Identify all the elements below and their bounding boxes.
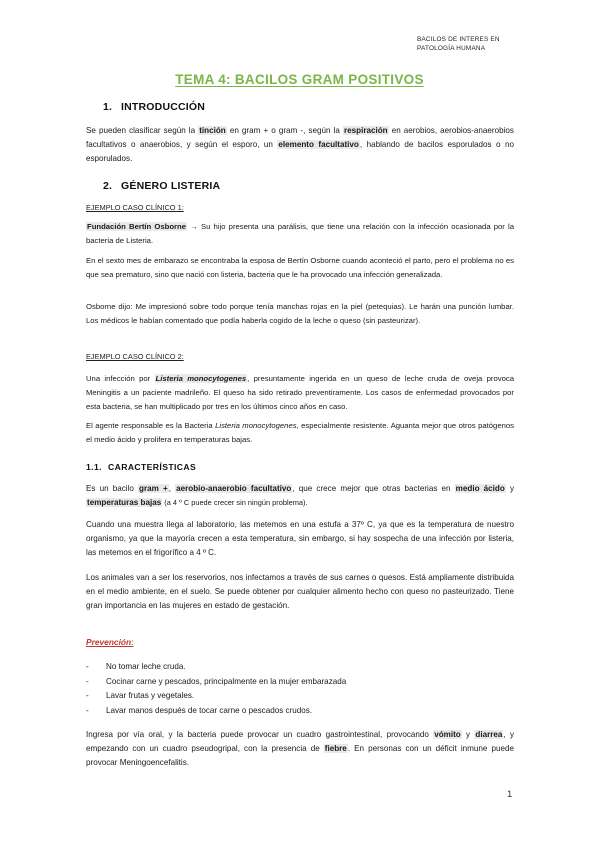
running-header: BACILOS DE INTERES EN PATOLOGÍA HUMANA (417, 36, 500, 52)
case-1-paragraph-1 (86, 220, 514, 248)
intro-paragraph (86, 124, 514, 165)
highlighted-term: elemento facultativo (278, 139, 359, 149)
text-run: , especialmente resistente. Aguanta mejor que otros patógenos el medio ácido y prolifera en temperaturas bajas. (86, 421, 514, 444)
heading-text: Prevención (86, 637, 132, 647)
text-run: y (461, 730, 475, 739)
list-item-text: Lavar manos después de tocar carne o pescados crudos. (106, 705, 313, 715)
list-item (86, 704, 346, 719)
highlighted-term: vómito (434, 730, 461, 739)
section-heading-introduccion (103, 101, 205, 113)
list-item-text: No tomar leche cruda. (106, 662, 186, 671)
section-title: INTRODUCCIÓN (121, 101, 206, 113)
section-title: CARACTERÍSTICAS (108, 462, 197, 472)
text-run: Una infección por (86, 374, 155, 383)
case-1-label: EJEMPLO CASO CLÍNICO 1: (86, 203, 184, 212)
text-run: → Su hijo presenta una parálisis, que tiene una relación con la infección ocasionada por la bacteria de Listeria. (86, 222, 514, 245)
list-item (86, 689, 346, 704)
text-run: y (505, 484, 514, 493)
text-run: en aerobios, aerobios-anaerobios facultativos o anaerobios, y según el esporo, un (86, 126, 514, 149)
section-number: 2. (103, 180, 113, 192)
section-number: 1. (103, 101, 113, 113)
case-2-paragraph-2 (86, 419, 514, 447)
highlighted-term: temperaturas bajas (87, 497, 162, 507)
text-run: , y empezando con un cuadro pseudogripal, con la presencia de (86, 730, 515, 753)
page-number: 1 (507, 789, 513, 800)
bullet-dash: - (86, 676, 89, 686)
section-heading-genero-listeria (103, 180, 220, 192)
highlighted-term: diarrea (475, 730, 503, 739)
highlighted-term: aerobio-anaerobio facultativo (176, 484, 292, 493)
caracteristicas-paragraph-2: Cuando una muestra llega al laboratorio, las metemos en una estufa a 37º C, ya que es la temperatura de nuestro organismo, ya que la mayoría crecen a esta temperatura, sin embargo, si hay sospecha de una infección por listeria, las metemos en el frigorífico a 4 º C. (86, 520, 514, 557)
caracteristicas-paragraph-1 (86, 482, 514, 510)
prevencion-list (86, 660, 346, 718)
text-run: (a 4 º C puede crecer sin ningún problema). (162, 497, 308, 507)
highlighted-term: Fundación Bertín Osborne (87, 222, 186, 231)
text-run: , que crece mejor que otras bacterias en (292, 484, 455, 493)
highlighted-term: Listeria monocytogenes (155, 374, 247, 383)
case-2-paragraph-1 (86, 372, 514, 413)
text-run: Es un bacilo (86, 484, 139, 493)
text-run: en gram + o gram -, según la (226, 126, 343, 135)
text-run: Ingresa por vía oral, y la bacteria puede provocar un cuadro gastrointestinal, provocando (86, 730, 434, 739)
final-paragraph (86, 728, 514, 769)
list-item (86, 660, 346, 675)
bullet-dash: - (86, 691, 89, 701)
text-run: . En personas con un déficit inmune puede provocar Meningoencefalitis. (86, 743, 514, 767)
section-title: GÉNERO LISTERIA (121, 180, 221, 192)
case-1-paragraph-3: Osborne dijo: Me impresionó sobre todo porque tenía manchas rojas en la piel (petequias). Le harán una punción lumbar. Los médicos le habían comentado que podía haberla cogido de la leche o queso (sin pasteurizar). (86, 302, 514, 325)
subsection-heading-caracteristicas (86, 462, 196, 472)
prevencion-heading (86, 637, 133, 647)
highlighted-term: respiración (343, 126, 388, 135)
highlighted-term: gram + (139, 484, 168, 493)
highlighted-term: medio ácido (455, 484, 505, 493)
bullet-dash: - (86, 705, 89, 715)
text-run: , (168, 484, 176, 493)
highlighted-term: fiebre (324, 743, 347, 753)
highlighted-term: tinción (199, 126, 226, 135)
bullet-dash: - (86, 662, 89, 671)
list-item-text: Lavar frutas y vegetales. (106, 691, 195, 701)
case-1-paragraph-2: En el sexto mes de embarazo se encontraba la esposa de Bertín Osborne cuando aconteció el parto, pero el problema no es que sea prematuro, sino que nació con listeria, bacteria que le ha provocado una infección generalizada. (86, 256, 514, 279)
italic-term: Listeria monocytogenes (215, 421, 297, 430)
list-item (86, 675, 346, 690)
text-run: Se pueden clasificar según la (86, 126, 199, 135)
document-title: TEMA 4: BACILOS GRAM POSITIVOS (175, 72, 424, 87)
list-item-text: Cocinar carne y pescados, principalmente en la mujer embarazada (106, 676, 347, 686)
section-number: 1.1. (86, 462, 102, 472)
heading-colon: : (131, 637, 134, 647)
caracteristicas-paragraph-3: Los animales van a ser los reservorios, nos infectamos a través de sus carnes o quesos. Está ampliamente distribuida en el medio ambiente, en el suelo. Se puede obtener por cualquier alimento hecho con queso no pasteurizado. Tiene gran importancia en las mujeres en estado de gestación. (86, 573, 514, 610)
text-run: , presuntamente ingerida en un queso de leche cruda de oveja provoca Meningitis a un paciente madrileño. El queso ha sido retirado preventiramente. Los casos de enfermedad provocados por esta bacteria, se han multiplicado por tres en los últimos cinco años en caso. (86, 374, 514, 411)
text-run: , hablando de bacilos esporulados o no esporulados. (86, 139, 514, 163)
text-run: El agente responsable es la Bacteria (86, 421, 216, 430)
case-2-label: EJEMPLO CASO CLÍNICO 2: (86, 352, 184, 361)
